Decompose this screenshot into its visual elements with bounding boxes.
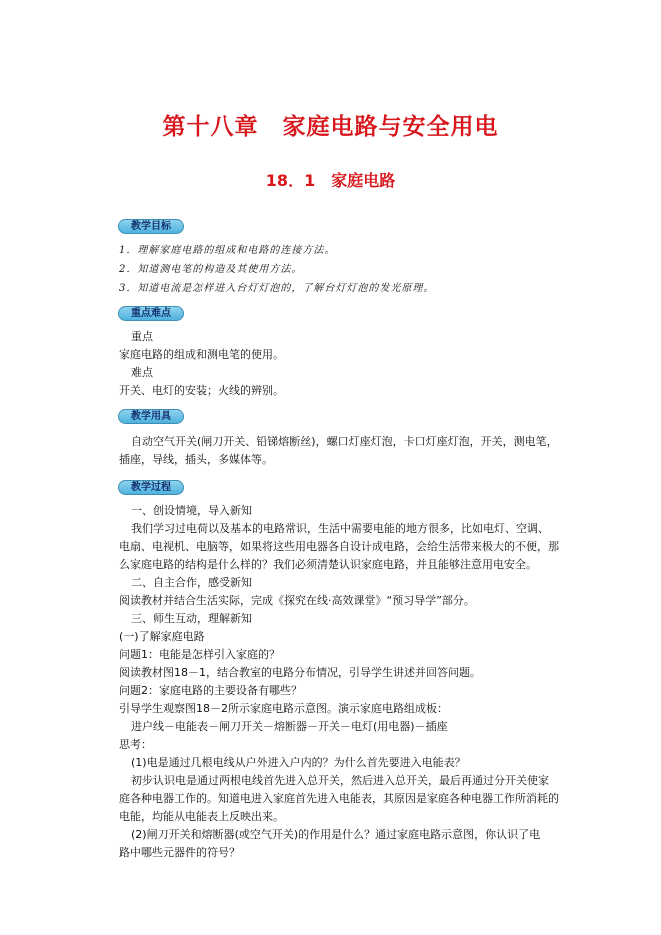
section-title: 18．1 家庭电路 [265,171,396,190]
circuit-chain: 进户线－电能表－闸刀开关－熔断器－开关－电灯(用电器)－插座 [131,720,448,733]
think-question-1: (1)电是通过几根电线从户外进入户内的？为什么首先要进入电能表？ [131,756,466,769]
goal-item-1: 1．理解家庭电路的组成和电路的连接方法。 [119,245,336,256]
think-label: 思考： [119,738,152,751]
process-heading-2: 二、自主合作，感受新知 [131,576,252,589]
think-answer-1-line-2: 庭各种电器工作的。知道电进入家庭首先进入电能表，其原因是家庭各种电器工作所消耗的 [119,792,559,805]
badge-teaching-tools: 教学用具 [118,409,184,424]
difficulty-text: 开关、电灯的安装；火线的辨别。 [119,384,284,397]
question-1: 问题1：电能是怎样引入家庭的？ [119,648,280,661]
process-paragraph-1-line-3: 么家庭电路的结构是什么样的？我们必须清楚认识家庭电路，并且能够注意用电安全。 [119,558,537,571]
goal-item-2: 2．知道测电笔的构造及其使用方法。 [119,264,303,275]
question-2: 问题2：家庭电路的主要设备有哪些？ [119,684,302,697]
chapter-title: 第十八章 家庭电路与安全用电 [162,113,499,140]
key-point-label: 重点 [131,330,153,343]
question-2-text: 引导学生观察图18－2所示家庭电路示意图。演示家庭电路组成板： [119,702,448,715]
tools-line-1: 自动空气开关(闸刀开关、铅锑熔断丝)，螺口灯座灯泡，卡口灯座灯泡，开关，测电笔， [131,435,558,448]
question-1-text: 阅读教材图18－1，结合教室的电路分布情况，引导学生讲述并回答问题。 [119,666,481,679]
difficulty-label: 难点 [131,366,153,379]
think-question-2-line-1: (2)闸刀开关和熔断器(或空气开关)的作用是什么？通过家庭电路示意图，你认识了电 [131,828,541,841]
process-heading-1: 一、创设情境，导入新知 [131,504,252,517]
think-answer-1-line-1: 初步认识电是通过两根电线首先进入总开关，然后进入总开关，最后再通过分开关使家 [131,774,549,787]
badge-teaching-process: 教学过程 [118,480,184,495]
think-answer-1-line-3: 电能，均能从电能表上反映出来。 [119,810,284,823]
process-paragraph-2: 阅读教材并结合生活实际，完成《探究在线·高效课堂》“预习导学”部分。 [119,594,475,607]
process-paragraph-1-line-1: 我们学习过电荷以及基本的电路常识，生活中需要电能的地方很多，比如电灯、空调、 [131,522,549,535]
badge-key-points: 重点难点 [118,306,184,321]
process-heading-3: 三、师生互动，理解新知 [131,612,252,625]
tools-line-2: 插座，导线，插头，多媒体等。 [119,453,273,466]
think-question-2-line-2: 路中哪些元器件的符号？ [119,846,240,859]
badge-teaching-goals: 教学目标 [118,219,184,234]
process-subheading-1: (一)了解家庭电路 [119,630,205,643]
process-paragraph-1-line-2: 电扇、电视机、电脑等，如果将这些用电器各自设计成电路，会给生活带来极大的不便，那 [119,540,559,553]
key-point-text: 家庭电路的组成和测电笔的使用。 [119,348,284,361]
goal-item-3: 3．知道电流是怎样进入台灯灯泡的，了解台灯灯泡的发光原理。 [119,283,435,294]
